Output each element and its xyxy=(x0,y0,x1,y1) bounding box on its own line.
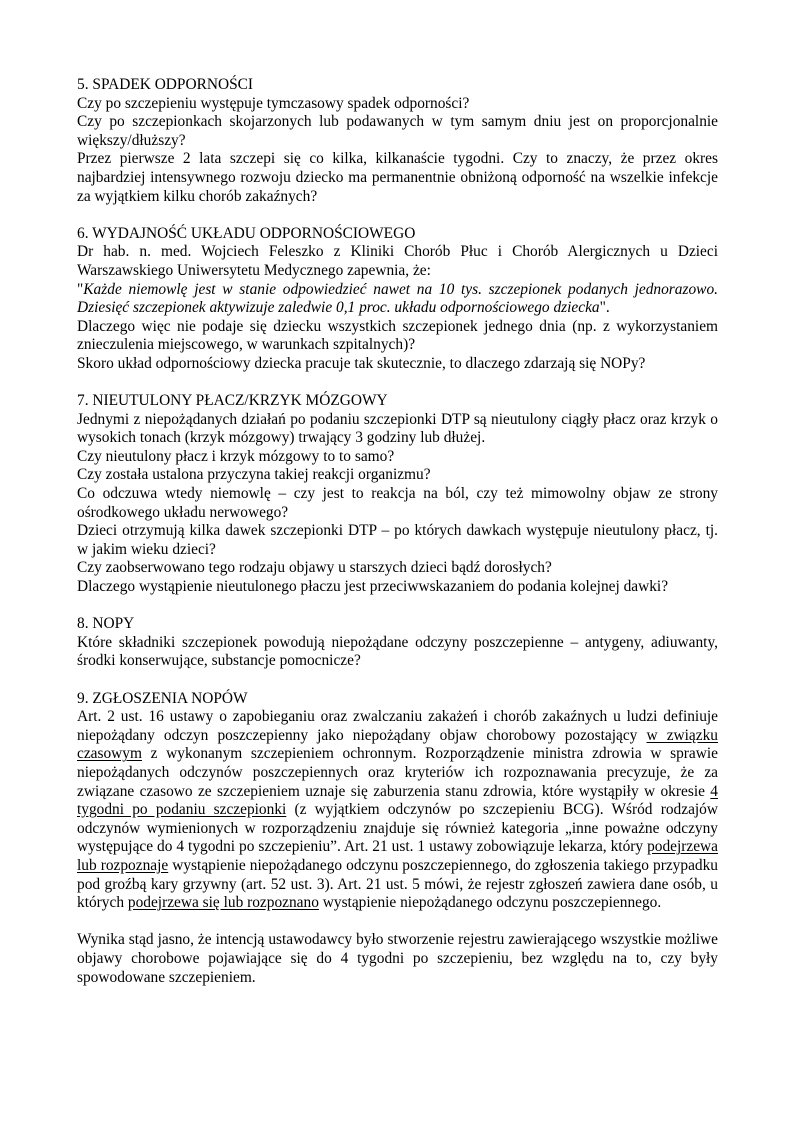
paragraph: Co odczuwa wtedy niemowlę – czy jest to reakcja na ból, czy też mimowolny objaw ze strony ośrodkowego układu nerwowego? xyxy=(77,485,718,521)
legal-paragraph xyxy=(77,708,718,913)
section-heading: 6. WYDAJNOŚĆ UKŁADU ODPORNOŚCIOWEGO xyxy=(77,224,416,242)
text-run: (z wyjątkiem odczynów po szczepieniu BCG). Wśród rodzajów odczynów wymienionych w rozporządzeniu znajduje się również kategoria „inne poważne odczyny występujące do 4 tygodni po szczepieniu”. Art. 21 ust. 1 ustawy zobowiązuje lekarza, który xyxy=(77,801,718,856)
section-zgloszenia-nopow xyxy=(77,690,718,913)
quote-paragraph xyxy=(77,281,718,318)
text-run: wystąpienie niepożądanego odczynu poszczepiennego, do zgłoszenia takiego przypadku pod groźbą kary grzywny (art. 52 ust. 3). Art. 21 ust. 5 mówi, że rejestr zgłoszeń zawiera dane osób, u których xyxy=(77,856,718,912)
quote-text: Każde niemowlę jest w stanie odpowiedzieć nawet na 10 tys. szczepionek podanych jednorazowo. Dziesięć szczepionek aktywizuje zaledwie 0,1 proc. układu odpornościowego dziecka xyxy=(77,280,718,317)
underlined-phrase: 4 tygodni po podaniu szczepionki xyxy=(77,782,718,819)
quote-close-mark: ". xyxy=(599,299,610,317)
paragraph: Dzieci otrzymują kilka dawek szczepionki DTP – po których dawkach występuje nieutulony płacz, tj. w jakim wieku dzieci? xyxy=(77,522,718,558)
document-page xyxy=(77,76,718,1006)
underlined-phrase: w związku czasowym xyxy=(77,726,718,763)
paragraph: Czy po szczepieniu występuje tymczasowy spadek odporności? xyxy=(77,94,470,112)
paragraph: Skoro układ odpornościowy dziecka pracuje tak skutecznie, to dlaczego zdarzają się NOPy? xyxy=(77,354,646,372)
section-heading: 7. NIEUTULONY PŁACZ/KRZYK MÓZGOWY xyxy=(77,392,388,410)
paragraph: Czy po szczepionkach skojarzonych lub podawanych w tym samym dniu jest on proporcjonalnie większy/dłuższy? xyxy=(77,113,718,149)
section-conclusion xyxy=(77,931,718,987)
underlined-phrase: podejrzewa lub rozpoznaje xyxy=(77,838,718,874)
paragraph: Które składniki szczepionek powodują niepożądane odczyny poszczepienne – antygeny, adiuwanty, środki konserwujące, substancje pomocnicze? xyxy=(77,633,718,670)
paragraph: Czy została ustalona przyczyna takiej reakcji organizmu? xyxy=(77,466,431,484)
text-run: Art. 2 ust. 16 ustawy o zapobieganiu oraz zwalczaniu zakażeń i chorób zakaźnych u ludzi definiuje niepożądany odczyn poszczepienny jako niepożądany objaw chorobowy pozostający xyxy=(77,708,718,744)
section-nopy xyxy=(77,615,718,671)
section-heading: 8. NOPY xyxy=(77,615,135,633)
paragraph: Dlaczego więc nie podaje się dziecku wszystkich szczepionek jednego dnia (np. z wykorzystaniem znieczulenia miejscowego, w warunkach szpitalnych)? xyxy=(77,317,718,354)
section-spadek-odpornosci xyxy=(77,76,718,206)
paragraph: Przez pierwsze 2 lata szczepi się co kilka, kilkanaście tygodni. Czy to znaczy, że przez okres najbardziej intensywnego rozwoju dziecko ma permanentnie obniżoną odporność na wszelkie infekcje za wyjątkiem kilku chorób zakaźnych? xyxy=(77,150,718,205)
section-heading: 5. SPADEK ODPORNOŚCI xyxy=(77,76,254,93)
conclusion-paragraph: Wynika stąd jasno, że intencją ustawodawcy było stworzenie rejestru zawierającego wszystkie możliwe objawy chorobowe pojawiające się do 4 tygodni po szczepieniu, bez względu na to, czy były spowodowane szczepieniem. xyxy=(77,931,718,986)
paragraph: Czy nieutulony płacz i krzyk mózgowy to to samo? xyxy=(77,447,395,465)
text-run: wystąpienie niepożądanego odczynu poszczepiennego. xyxy=(318,894,662,912)
text-run: z wykonanym szczepieniem ochronnym. Rozporządzenie ministra zdrowia w sprawie niepożądanych odczynów poszczepiennych oraz kryteriów ich rozpoznawania precyzuje, że za związane czasowo ze szczepieniem uznaje się zaburzenia stanu zdrowia, które wystąpiły w okresie xyxy=(77,745,718,800)
section-nieutulony-placz xyxy=(77,392,718,597)
quote-open-mark: " xyxy=(77,280,84,298)
section-wydajnosc-ukladu xyxy=(77,225,718,374)
paragraph-intro: Dr hab. n. med. Wojciech Feleszko z Kliniki Chorób Płuc i Chorób Alergicznych u Dzieci Warszawskiego Uniwersytetu Medycznego zapewnia, że: xyxy=(77,243,718,279)
paragraph: Czy zaobserwowano tego rodzaju objawy u starszych dzieci bądź dorosłych? xyxy=(77,559,552,577)
underlined-phrase: podejrzewa się lub rozpoznano xyxy=(127,894,319,912)
paragraph: Dlaczego wystąpienie nieutulonego płaczu jest przeciwwskazaniem do podania kolejnej dawki? xyxy=(77,578,669,596)
section-heading: 9. ZGŁOSZENIA NOPÓW xyxy=(77,689,248,707)
paragraph: Jednymi z niepożądanych działań po podaniu szczepionki DTP są nieutulony ciągły płacz oraz krzyk o wysokich tonach (krzyk mózgowy) trwający 3 godziny lub dłużej. xyxy=(77,410,718,447)
